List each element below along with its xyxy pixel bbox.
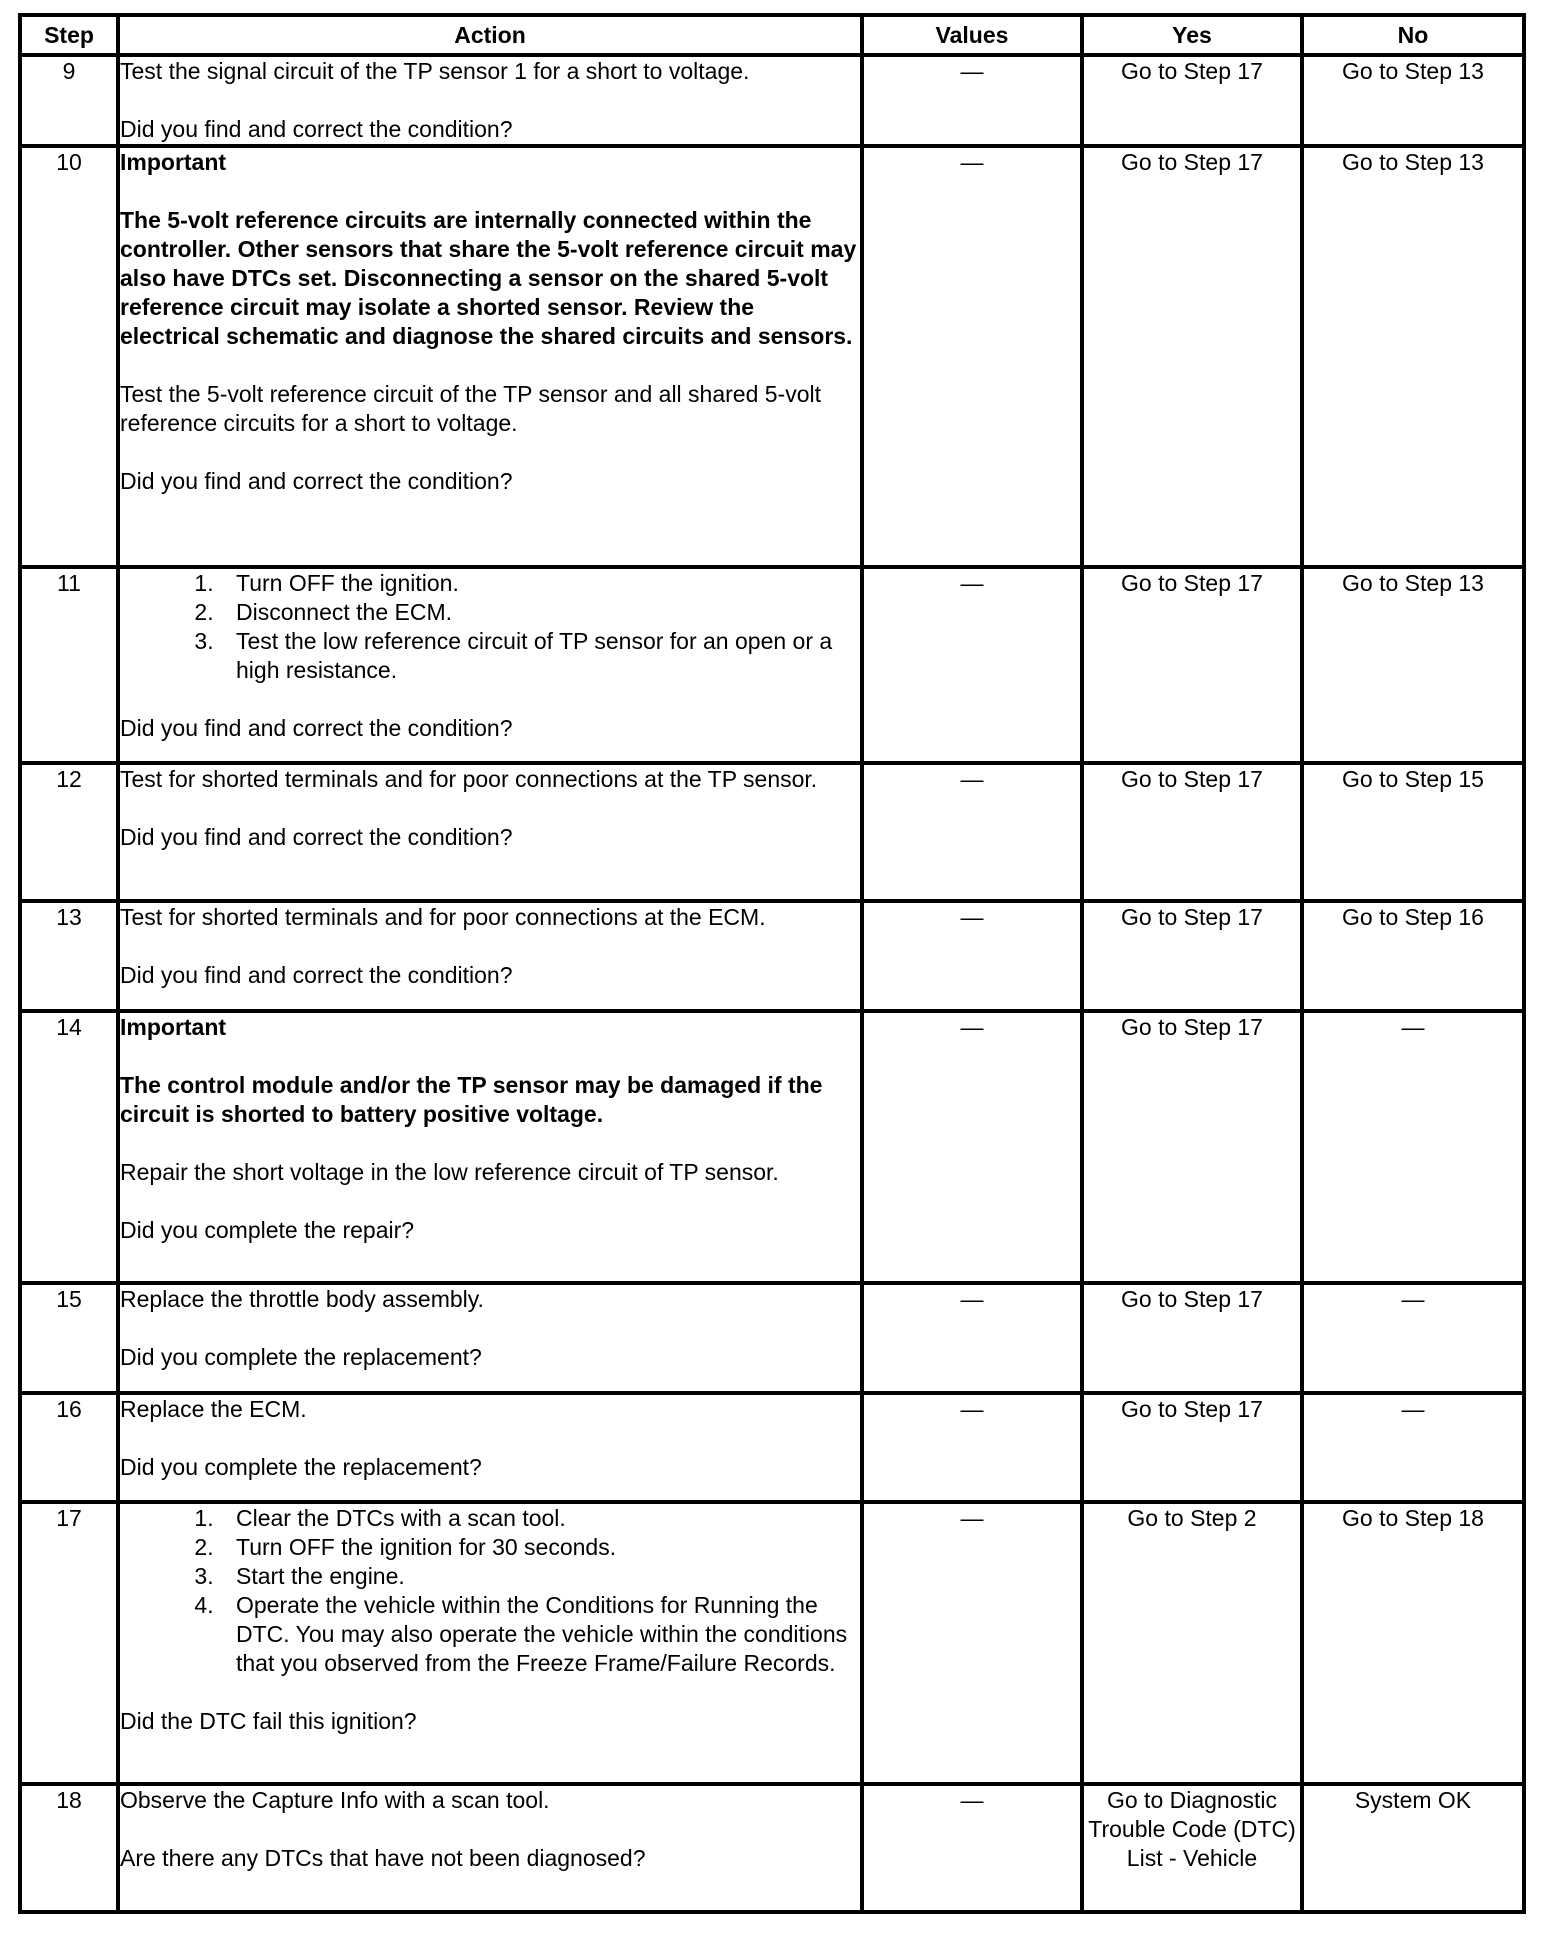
action-text: Test the 5-volt reference circuit of the TP sensor and all shared 5-volt reference circuits for a short to voltage. (120, 381, 822, 436)
action-cell (118, 1011, 862, 1283)
table-row (20, 901, 1524, 1011)
values-cell: — (862, 901, 1082, 1011)
action-question: Did you complete the replacement? (120, 1454, 482, 1480)
step-number: 12 (20, 763, 118, 901)
no-cell: Go to Step 18 (1302, 1502, 1524, 1784)
table-row (20, 1393, 1524, 1502)
action-cell (118, 1283, 862, 1393)
table-row (20, 146, 1524, 567)
action-question: Did you find and correct the condition? (120, 116, 513, 142)
action-text: Observe the Capture Info with a scan tool. (120, 1787, 550, 1813)
list-item: 4. Operate the vehicle within the Conditions for Running the DTC. You may also operate the vehicle within the conditions that you observed from the Freeze Frame/Failure Records. (220, 1591, 860, 1678)
values-cell: — (862, 567, 1082, 763)
values-cell: — (862, 1393, 1082, 1502)
values-cell: — (862, 1011, 1082, 1283)
action-question: Are there any DTCs that have not been diagnosed? (120, 1845, 646, 1871)
action-text: Test for shorted terminals and for poor connections at the TP sensor. (120, 766, 818, 792)
list-item: 1. Clear the DTCs with a scan tool. (220, 1504, 860, 1533)
step-number: 16 (20, 1393, 118, 1502)
step-number: 10 (20, 146, 118, 567)
yes-cell: Go to Step 17 (1082, 1393, 1302, 1502)
no-cell: Go to Step 13 (1302, 55, 1524, 146)
no-cell: Go to Step 13 (1302, 567, 1524, 763)
header-action: Action (118, 15, 862, 55)
list-item: 1. Turn OFF the ignition. (220, 569, 860, 598)
yes-cell: Go to Step 17 (1082, 763, 1302, 901)
no-cell: — (1302, 1011, 1524, 1283)
action-list (120, 569, 860, 685)
step-number: 11 (20, 567, 118, 763)
important-title: Important (120, 1014, 227, 1040)
table-row (20, 567, 1524, 763)
important-text: The control module and/or the TP sensor may be damaged if the circuit is shorted to battery positive voltage. (120, 1072, 823, 1127)
action-text: Replace the throttle body assembly. (120, 1286, 484, 1312)
action-text: Test for shorted terminals and for poor connections at the ECM. (120, 904, 766, 930)
action-cell (118, 901, 862, 1011)
action-question: Did you find and correct the condition? (120, 962, 513, 988)
action-text: Test the signal circuit of the TP sensor 1 for a short to voltage. (120, 58, 750, 84)
action-question: Did you find and correct the condition? (120, 468, 513, 494)
yes-cell: Go to Step 17 (1082, 901, 1302, 1011)
table-row (20, 1011, 1524, 1283)
table-row (20, 55, 1524, 146)
step-number: 15 (20, 1283, 118, 1393)
step-number: 18 (20, 1784, 118, 1912)
important-text: The 5-volt reference circuits are internally connected within the controller. Other sensors that share the 5-volt reference circuit may also have DTCs set. Disconnecting a sensor on the shared 5-volt reference circuit may isolate a shorted sensor. Review the electrical schematic and diagnose the shared circuits and sensors. (120, 207, 857, 349)
values-cell: — (862, 1502, 1082, 1784)
values-cell: — (862, 55, 1082, 146)
yes-cell: Go to Step 17 (1082, 1283, 1302, 1393)
header-row (20, 15, 1524, 55)
step-number: 14 (20, 1011, 118, 1283)
step-number: 13 (20, 901, 118, 1011)
yes-cell: Go to Step 2 (1082, 1502, 1302, 1784)
action-question: Did the DTC fail this ignition? (120, 1708, 417, 1734)
no-cell: — (1302, 1393, 1524, 1502)
action-text: Repair the short voltage in the low reference circuit of TP sensor. (120, 1159, 779, 1185)
action-question: Did you find and correct the condition? (120, 824, 513, 850)
values-cell: — (862, 763, 1082, 901)
yes-cell: Go to Step 17 (1082, 567, 1302, 763)
diagnostic-table (18, 13, 1526, 1914)
no-cell: Go to Step 15 (1302, 763, 1524, 901)
no-cell: System OK (1302, 1784, 1524, 1912)
list-item: 3. Start the engine. (220, 1562, 860, 1591)
values-cell: — (862, 1784, 1082, 1912)
action-list (120, 1504, 860, 1678)
yes-cell: Go to Step 17 (1082, 55, 1302, 146)
action-cell (118, 1784, 862, 1912)
action-cell (118, 146, 862, 567)
header-no: No (1302, 15, 1524, 55)
header-yes: Yes (1082, 15, 1302, 55)
list-item: 2. Disconnect the ECM. (220, 598, 860, 627)
action-text: Replace the ECM. (120, 1396, 307, 1422)
action-question: Did you complete the replacement? (120, 1344, 482, 1370)
values-cell: — (862, 1283, 1082, 1393)
list-item: 2. Turn OFF the ignition for 30 seconds. (220, 1533, 860, 1562)
action-cell (118, 763, 862, 901)
table-row (20, 1784, 1524, 1912)
action-question: Did you find and correct the condition? (120, 715, 513, 741)
no-cell: Go to Step 13 (1302, 146, 1524, 567)
yes-cell: Go to Diagnostic Trouble Code (DTC) List - Vehicle (1082, 1784, 1302, 1912)
step-number: 9 (20, 55, 118, 146)
step-number: 17 (20, 1502, 118, 1784)
action-cell (118, 1502, 862, 1784)
list-item: 3. Test the low reference circuit of TP sensor for an open or a high resistance. (220, 627, 860, 685)
header-step: Step (20, 15, 118, 55)
yes-cell: Go to Step 17 (1082, 146, 1302, 567)
table-row (20, 1283, 1524, 1393)
action-cell (118, 1393, 862, 1502)
no-cell: Go to Step 16 (1302, 901, 1524, 1011)
table-row (20, 1502, 1524, 1784)
action-cell (118, 55, 862, 146)
no-cell: — (1302, 1283, 1524, 1393)
header-values: Values (862, 15, 1082, 55)
important-title: Important (120, 149, 227, 175)
table-row (20, 763, 1524, 901)
values-cell: — (862, 146, 1082, 567)
action-question: Did you complete the repair? (120, 1217, 415, 1243)
action-cell (118, 567, 862, 763)
yes-cell: Go to Step 17 (1082, 1011, 1302, 1283)
